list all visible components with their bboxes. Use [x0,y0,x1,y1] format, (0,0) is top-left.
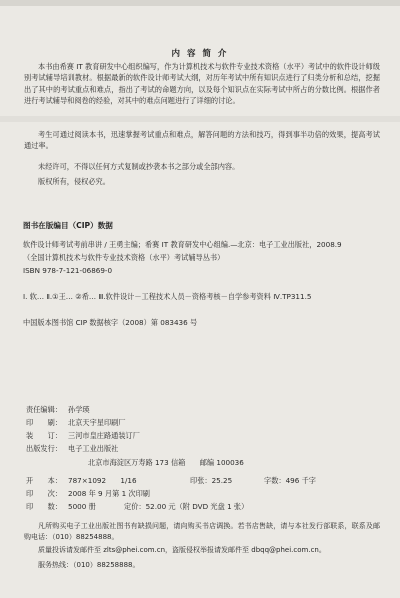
print-label: 印 次： [26,489,62,498]
editor-value: 孙学瑛 [68,405,90,414]
print-value: 2008 年 9 月第 1 次印刷 [68,489,150,498]
printer-value: 北京天宇星印刷厂 [68,418,126,427]
words-value: 字数：496 千字 [264,476,316,485]
copy-notice: 未经许可，不得以任何方式复制或抄袭本书之部分或全部内容。 [38,162,240,171]
footer-return-policy: 凡所购买电子工业出版社图书有缺损问题，请向购买书店调换。若书店售缺，请与本社发行部联系，联系及邮购电话：（010）88254888。 [24,522,380,542]
summary-heading: 内 容 简 介 [171,49,229,59]
copies-value: 5000 册 [68,502,96,511]
summary-paragraph-2: 考生可通过阅读本书，迅速掌握考试重点和难点，解答问题的方法和技巧，得到事半功倍的效果，提高考试通过率。 [24,130,380,151]
footer-hotline: 服务热线：（010）88258888。 [38,561,140,569]
publisher-address: 北京市海淀区万寿路 173 信箱 邮编 100036 [88,458,244,467]
footer-complaints: 质量投诉请发邮件至 zlts@phei.com.cn，盗版侵权举报请发邮件至 dbqq@phei.com.cn。 [38,546,326,554]
cip-library-number: 中国版本图书馆 CIP 数据核字（2008）第 083436 号 [23,318,198,327]
top-bleed-band [0,0,400,6]
classification: Ⅰ. 软… Ⅱ.①王… ②希… Ⅲ.软件设计－工程技术人员－资格考核－自学参考资料 Ⅳ.TP311.5 [23,292,312,301]
editor-label: 责任编辑： [26,405,62,414]
publisher-label: 出版发行： [26,444,62,453]
binder-label: 装 订： [26,431,62,440]
rights-notice: 版权所有，侵权必究。 [38,177,110,186]
price-value: 定价：52.00 元（附 DVD 光盘 1 张） [124,502,249,511]
isbn: ISBN 978-7-121-06869-0 [23,266,113,275]
format-value: 787×1092 1/16 [68,476,137,485]
cip-line-1: 软件设计师考试考前串讲 / 王勇主编；希赛 IT 教育研发中心组编.—北京：电子工业出版社，2008.9 [23,240,342,249]
publisher-value: 电子工业出版社 [68,444,119,453]
cip-heading: 图书在版编目（CIP）数据 [23,221,113,230]
copies-label: 印 数： [26,502,62,511]
summary-paragraph-1: 本书由希赛 IT 教育研发中心组织编写，作为计算机技术与软件专业技术资格（水平）考试中的软件设计师级别考试辅导培训教材。根据最新的软件设计师考试大纲，对历年考试中所有知识点进行了归类分析和总结，挖掘出了其中的考试重点和难点，指出了考试的命题方向，以及每个知识点在实际考试中所占的分数比例。根据作者进行考试辅导和阅卷的经验，对其中的难点问题进行了详细的讨论。 [24,62,380,105]
sheets-value: 印张：25.25 [190,476,233,485]
format-label: 开 本： [26,476,62,485]
binder-value: 三河市皇庄路通装订厂 [68,431,140,440]
printer-label: 印 刷： [26,418,62,427]
cip-line-2: （全国计算机技术与软件专业技术资格（水平）考试辅导丛书） [23,253,225,262]
mid-bleed-band [0,116,400,122]
